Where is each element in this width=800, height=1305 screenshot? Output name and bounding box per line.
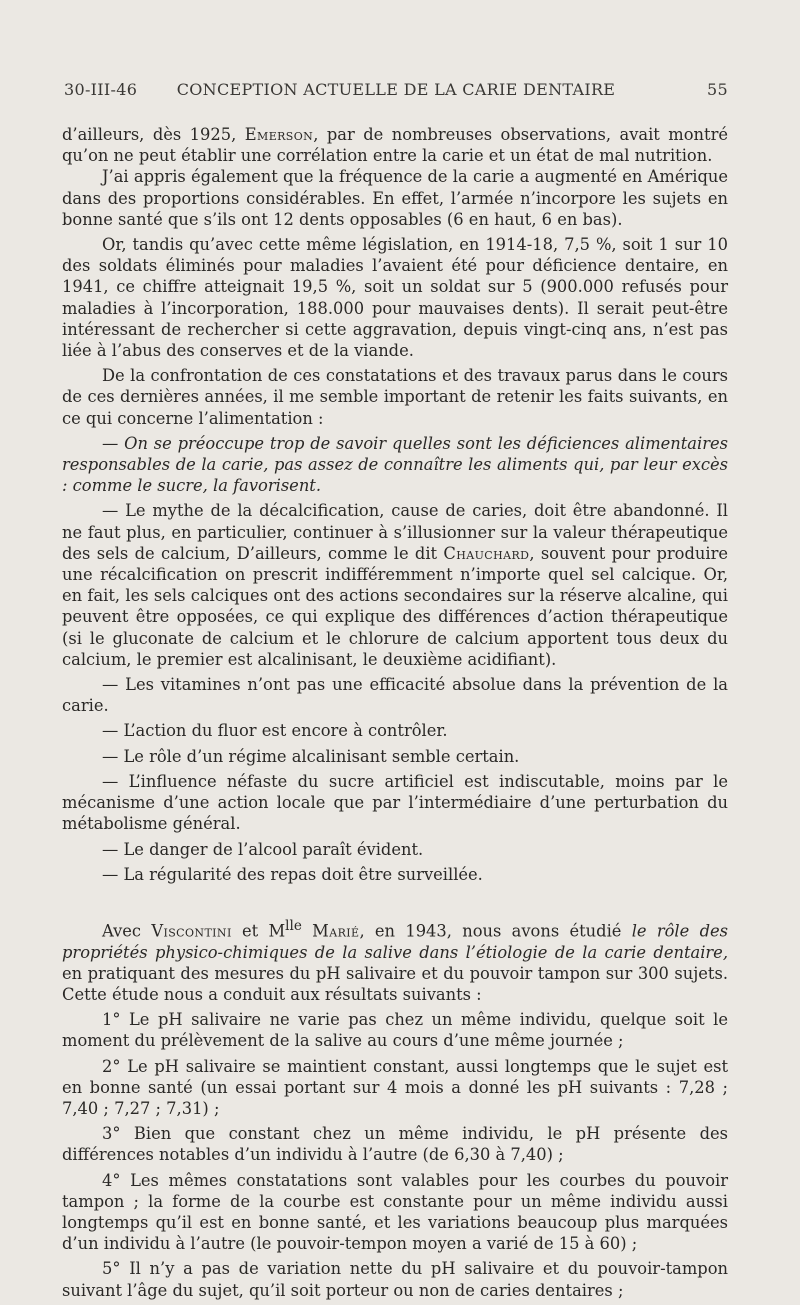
- paragraph-2: J’ai appris également que la fréquence de la carie a augmenté en Amérique dans des proportions considérables. En effet, l’armée n’incorpore les sujets en bonne santé que s’ils ont 12 dents opposables (6 en haut, 6 en bas).: [62, 167, 728, 229]
- header-date: 30-III-46: [64, 80, 138, 99]
- author-name: Chauchard: [443, 543, 530, 563]
- author-name: Viscontini: [151, 921, 232, 941]
- paragraph-5: — On se préoccupe trop de savoir quelles sont les déficiences alimentaires responsables de la carie, pas assez de connaître les aliments qui, par leur excès : comme le sucre, la favorisent.: [62, 433, 728, 496]
- paragraph-7: — Les vitamines n’ont pas une efficacité absolue dans la prévention de la carie.: [62, 675, 728, 716]
- author-name: Marié: [312, 921, 360, 941]
- paragraph-10: — L’influence néfaste du sucre artificiel est indiscutable, moins par le mécanisme d’une action locale que par l’intermédiaire d’une perturbation du métabolisme général.: [62, 771, 728, 834]
- page-number: 55: [707, 80, 728, 99]
- paragraph-3: Or, tandis qu’avec cette même législation, en 1914-18, 7,5 %, soit 1 sur 10 des soldats éliminés pour maladies l’avaient été pour déficience dentaire, en 1941, ce chiffre atteignait 19,5 %, soit un soldat sur 5 (900.000 refusés pour maladies à l’incorporation, 188.000 pour mauvaises dents). Il serait peut-être intéressant de rechercher si cette aggravation, depuis vingt-cinq ans, n’est pas liée à l’abus des conserves et de la viande.: [62, 235, 728, 361]
- author-name: Emerson: [244, 125, 314, 144]
- result-1: 1° Le pH salivaire ne varie pas chez un même individu, quelque soit le moment du prélèvement de la salive au cours d’une même journée ;: [62, 1010, 728, 1051]
- result-2: 2° Le pH salivaire se maintient constant, aussi longtemps que le sujet est en bonne santé (un essai portant sur 4 mois a donné les pH suivants : 7,28 ; 7,40 ; 7,27 ; 7,31) ;: [62, 1056, 728, 1118]
- paragraph-11: — Le danger de l’alcool paraît évident.: [102, 839, 424, 859]
- result-4: 4° Les mêmes constatations sont valables pour les courbes du pouvoir tampon ; la forme de la courbe est constante pour un même individu aussi longtemps qu’il est en bonne santé, et les variations beaucoup plus marquées d’un individu à l’autre (le pouvoir-tempon moyen a varié de 15 à 60) ;: [62, 1170, 728, 1254]
- paragraph-1: d’ailleurs, dès 1925, Emerson, par de nombreuses observations, avait montré qu’on ne peut établir une corrélation entre la carie et un état de mal nutrition.: [62, 125, 728, 166]
- header-title: CONCEPTION ACTUELLE DE LA CARIE DENTAIRE: [176, 80, 616, 99]
- paragraph-8: — L’action du fluor est encore à contrôler.: [102, 721, 448, 741]
- body-text: [62, 124, 728, 1301]
- running-header: [64, 80, 728, 104]
- paragraph-6: — Le mythe de la décalcification, cause de caries, doit être abandonné. Il ne faut plus, en particulier, continuer à s’illusionner sur la valeur thérapeutique des sels de calcium, D’ailleurs, comme le dit Chauchard, souvent pour produire une récalcification on prescrit indifféremment n’importe quel sel calcique. Or, en fait, les sels calciques ont des actions secondaires sur la réserve alcaline, qui peuvent être opposées, ce qui explique des différences d’action thérapeutique (si le gluconate de calcium et le chlorure de calcium apportent tous deux du calcium, le premier est alcalinisant, le deuxième acidifiant).: [62, 501, 728, 669]
- paragraph-13: Avec Viscontini et $M^{lle}$ Marié, en 1943, nous avons étudié le rôle des propriétés physico-chimiques de la salive dans l’étiologie de la carie dentaire, en pratiquant des mesures du pH salivaire et du pouvoir tampon sur 300 sujets. Cette étude nous a conduit aux résultats suivants :: [62, 917, 728, 1004]
- result-3: 3° Bien que constant chez un même individu, le pH présente des différences notables d’un individu à l’autre (de 6,30 à 7,40) ;: [62, 1124, 728, 1165]
- paragraph-4: De la confrontation de ces constatations et des travaux parus dans le cours de ces dernières années, il me semble important de retenir les faits suivants, en ce qui concerne l’alimentation :: [62, 366, 728, 428]
- paragraph-12: — La régularité des repas doit être surveillée.: [102, 864, 483, 884]
- paragraph-9: — Le rôle d’un régime alcalinisant semble certain.: [102, 746, 520, 766]
- result-5: 5° Il n’y a pas de variation nette du pH salivaire et du pouvoir-tampon suivant l’âge du sujet, qu’il soit porteur ou non de caries dentaires ;: [62, 1259, 728, 1300]
